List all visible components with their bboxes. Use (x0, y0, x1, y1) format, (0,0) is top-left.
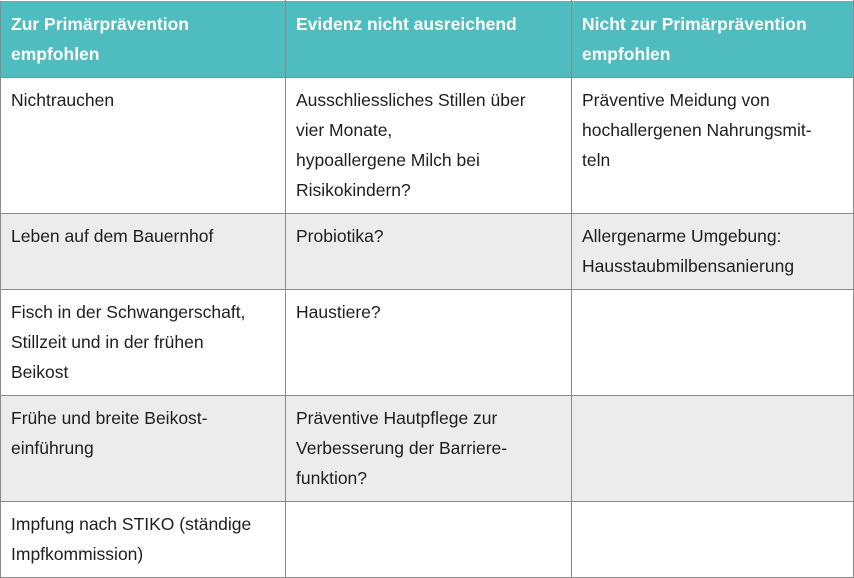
table-cell: Fisch in der Schwangerschaft, Stillzeit und in der frühen Beikost (1, 290, 286, 396)
table-cell: Haustiere? (286, 290, 572, 396)
table-cell: Präventive Meidung von hochallergenen Nahrungsmit- teln (572, 78, 854, 214)
table-cell: Probiotika? (286, 214, 572, 290)
table-row (1, 396, 854, 502)
table-row (1, 502, 854, 578)
table-cell (572, 502, 854, 578)
table-cell: Präventive Hautpflege zur Verbesserung der Barriere- funktion? (286, 396, 572, 502)
header-recommended: Zur Primärprävention empfohlen (1, 1, 286, 78)
table-cell (572, 396, 854, 502)
table-body (1, 78, 854, 578)
table-cell: Leben auf dem Bauernhof (1, 214, 286, 290)
table-cell: Frühe und breite Beikost- einführung (1, 396, 286, 502)
table-cell (286, 502, 572, 578)
table-cell: Impfung nach STIKO (ständige Impfkommission) (1, 502, 286, 578)
table-row (1, 78, 854, 214)
table-row (1, 290, 854, 396)
table-row (1, 214, 854, 290)
table-cell: Nichtrauchen (1, 78, 286, 214)
table-cell: Ausschliessliches Stillen über vier Monate, hypoallergene Milch bei Risikokindern? (286, 78, 572, 214)
table-cell (572, 290, 854, 396)
header-row (1, 1, 854, 78)
header-not-recommended: Nicht zur Primärprävention empfohlen (572, 1, 854, 78)
table-cell: Allergenarme Umgebung: Hausstaubmilbensanierung (572, 214, 854, 290)
header-insufficient-evidence: Evidenz nicht ausreichend (286, 1, 572, 78)
table-header (1, 1, 854, 78)
